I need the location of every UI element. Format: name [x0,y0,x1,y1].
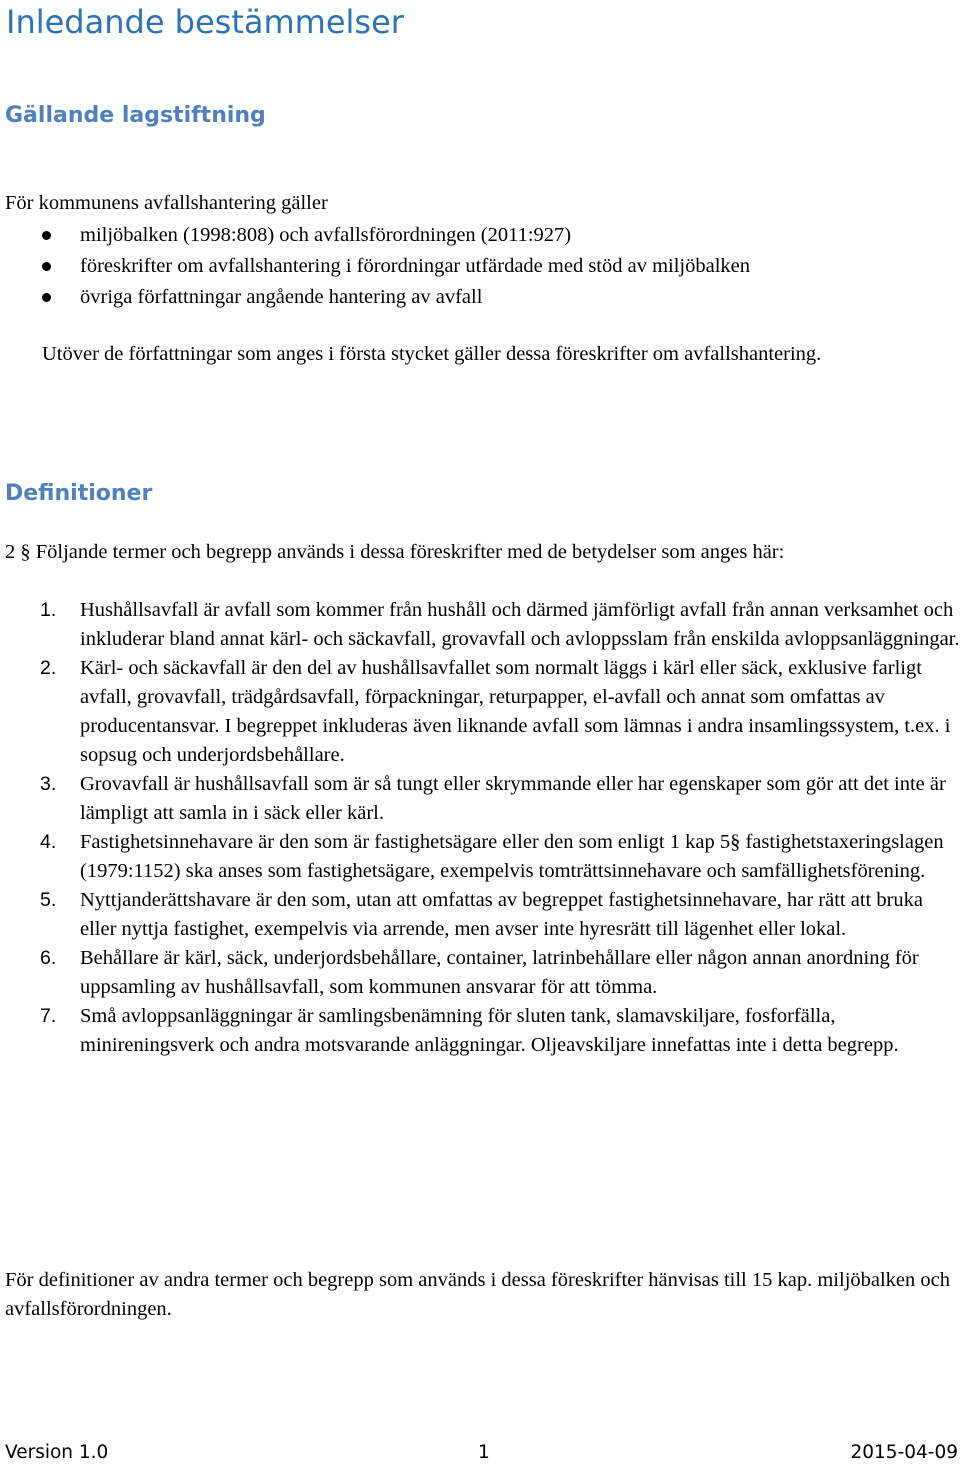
section-heading-definitioner: Definitioner [5,481,153,506]
section-heading-gallande-lagstiftning: Gällande lagstiftning [5,103,266,128]
list-item: 2. Kärl- och säckavfall är den del av hushållsavfallet som normalt läggs i kärl eller säck, exklusive farligt avfall, grovavfall, trädgårdsavfall, förpackningar, returpapper, el-avfall och annat som omfattas av producentansvar. I begreppet inkluderas även liknande avfall som lämnas i andra insamlingssystem, t.ex. i sopsug och underjordsbehållare. [40,657,951,766]
paragraph-text: Utöver de författningar som anges i första stycket gäller dessa föreskrifter om avfallshantering. [42,343,822,365]
list-item: övriga författningar angående hantering av avfall [0,282,750,313]
list-item: 5. Nyttjanderättshavare är den som, utan att omfattas av begreppet fastighetsinnehavare, har rätt att bruka eller nyttja fastighet, exempelvis via arrende, men avser inte hyresrätt till lägenhet eller lokal. [40,889,924,940]
list-item: miljöbalken (1998:808) och avfallsförordningen (2011:927) [0,220,750,251]
footer-date: 2015-04-09 [850,1442,958,1463]
list-item: föreskrifter om avfallshantering i förordningar utfärdade med stöd av miljöbalken [0,251,750,282]
definitions-intro: 2 § Följande termer och begrepp används i dessa föreskrifter med de betydelser som anges här: [5,541,785,563]
bullet-icon [42,293,51,302]
list-item: 7. Små avloppsanläggningar är samlingsbenämning för sluten tank, slamavskiljare, fosforfälla, minireningsverk och andra motsvarande anläggningar. Oljeavskiljare innefattas inte i detta begrepp. [40,1005,899,1056]
closing-paragraph: För definitioner av andra termer och begrepp som används i dessa föreskrifter hänvisas till 15 kap. miljöbalken och avfallsförordningen. [5,1269,951,1320]
list-item: 6. Behållare är kärl, säck, underjordsbehållare, container, latrinbehållare eller någon annan anordning för uppsamling av hushållsavfall, som kommunen ansvarar för att tömma. [40,947,919,998]
footer-page-number: 1 [478,1442,490,1463]
page-title: Inledande bestämmelser [6,3,404,41]
intro-text: För kommunens avfallshantering gäller [5,192,328,214]
legislation-list [0,220,750,313]
list-item: 4. Fastighetsinnehavare är den som är fastighetsägare eller den som enligt 1 kap 5§ fastighetstaxeringslagen (1979:1152) ska anses som fastighetsägare, exempelvis tomträttsinnehavare och samfällighetsförening. [40,831,944,882]
bullet-icon [42,231,51,240]
footer-version: Version 1.0 [5,1442,109,1463]
bullet-icon [42,262,51,271]
definitions-list [0,596,960,1060]
list-item: 3. Grovavfall är hushållsavfall som är så tungt eller skrymmande eller har egenskaper som gör att det inte är lämpligt att samla in i säck eller kärl. [40,773,946,824]
list-item: 1. Hushållsavfall är avfall som kommer från hushåll och därmed jämförligt avfall från annan verksamhet och inkluderar bland annat kärl- och säckavfall, grovavfall och avloppsslam från enskilda avloppsanläggningar. [40,599,960,650]
